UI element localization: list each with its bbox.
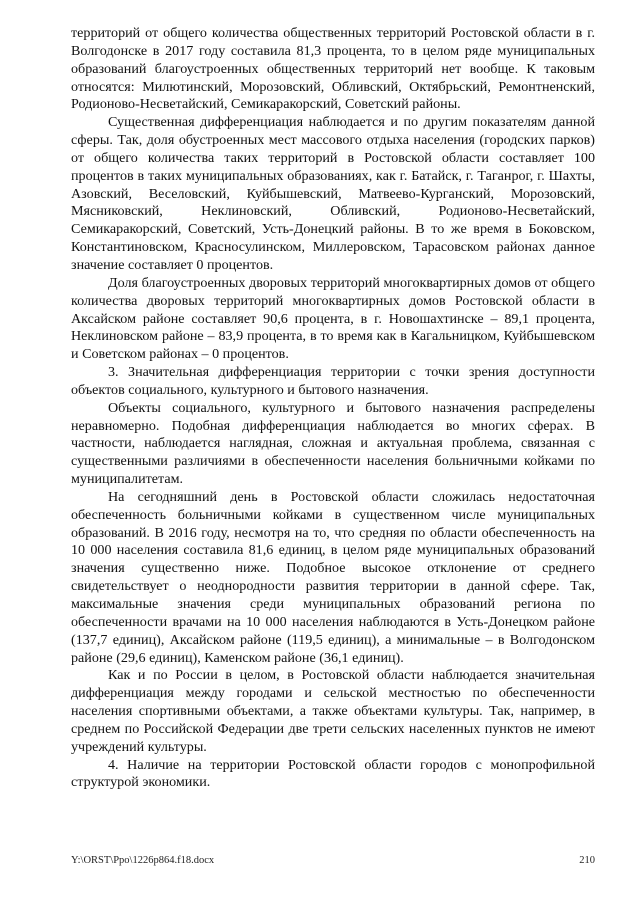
paragraph-point-3-heading: 3. Значительная дифференциация территории с точки зрения доступности объектов социального, культурного и бытового назначения. [71,364,595,398]
paragraph-sports-culture: Как и по России в целом, в Ростовской области наблюдается значительная дифференциация между городами и сельской местностью по обеспеченности населения спортивными объектами, а также объектами культуры. Так, например, в среднем по Российской Федерации две трети сельских населенных пунктов не имеют учреждений культуры. [71,667,595,755]
footer-file-path: Y:\ORST\Ppo\1226p864.f18.docx [71,855,215,866]
paragraph-courtyards: Доля благоустроенных дворовых территорий многоквартирных домов от общего количества дворовых территорий многоквартирных домов Ростовской области в Аксайском районе составляет 90,6 процента, в г. Новошахтинске – 89,1 процента, Неклиновском районе – 83,9 процента, в то время как в Кагальницком, Куйбышевском и Советском районах – 0 процентов. [71,274,595,363]
paragraph-point-4-heading: 4. Наличие на территории Ростовской области городов с монопрофильной структурой экономики. [71,756,595,791]
paragraph-differentiation-parks: Существенная дифференциация наблюдается и по другим показателям данной сферы. Так, доля обустроенных мест массового отдыха населения (городских парков) от общего количества таких территорий в Ростовской области составляет 100 процентов в таких муниципальных образованиях, как г. Батайск, г. Таганрог, г. Шахты, Азовский, Веселовский, Куйбышевский, Матвеево-Курганский, Морозовский, Мясниковский, Неклиновский, Обливский, Родионово-Несветайский, Семикаракорский, Советский, Усть-Донецкий районы. В то же время в Боковском, Константиновском, Красносулинском, Миллеровском, Тарасовском районах данное значение составляет 0 процентов. [71,114,595,273]
page-number: 210 [579,855,595,866]
document-body [71,25,595,792]
paragraph-hospital-beds: На сегодняшний день в Ростовской области сложилась недостаточная обеспеченность больничными койками в существенном числе муниципальных образований. В 2016 году, несмотря на то, что средняя по области обеспеченность на 10 000 населения составила 81,6 единиц, в целом ряде муниципальных образований значения существенно ниже. Подобное высокое отклонение от среднего свидетельствует о неоднородности развития территории в данной сфере. Так, максимальные значения среди муниципальных образований региона по обеспеченности врачами на 10 000 населения наблюдаются в Усть-Донецком районе (137,7 единиц), Аксайском районе (119,5 единиц), а минимальные – в Волгодонском районе (29,6 единиц), Каменском районе (36,1 единиц). [71,488,595,666]
paragraph-continuation: территорий от общего количества общественных территорий Ростовской области в г. Волгодонске в 2017 году составила 81,3 процента, то в целом ряде муниципальных образований благоустроенных общественных территорий нет вообще. К таковым относятся: Милютинский, Морозовский, Обливский, Октябрьский, Ремонтненский, Родионово-Несветайский, Семикаракорский, Советский районы. [71,25,595,113]
paragraph-social-objects: Объекты социального, культурного и бытового назначения распределены неравномерно. Подобная дифференциация наблюдается во многих сферах. В частности, наблюдается наглядная, сложная и актуальная проблема, связанная с существенными различиями в обеспеченности населения больничными койками по муниципалитетам. [71,399,595,488]
